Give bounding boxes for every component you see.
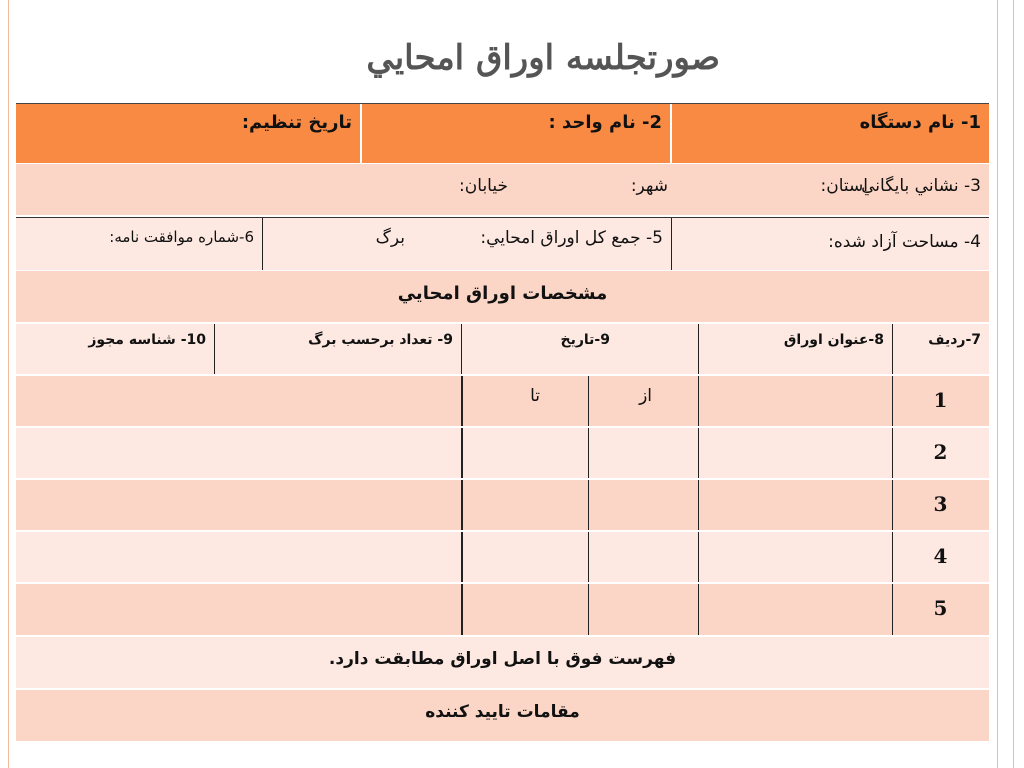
address-row bbox=[16, 164, 989, 217]
col-sheet-count: 9- تعداد برحسب برگ bbox=[214, 324, 462, 374]
row-number: 1 bbox=[933, 388, 948, 412]
permit-cell bbox=[16, 376, 214, 426]
col-subject: 8-عنوان اوراق bbox=[698, 324, 893, 374]
section-title-row bbox=[16, 271, 989, 324]
agreement-number-label: 6-شماره موافقت نامه: bbox=[109, 228, 254, 246]
subject-cell bbox=[698, 480, 893, 530]
table-row bbox=[16, 428, 989, 480]
date-from-cell bbox=[588, 584, 698, 635]
date-to-cell bbox=[462, 480, 589, 530]
date-to-cell bbox=[462, 428, 589, 478]
subject-cell bbox=[698, 584, 893, 635]
approvers-row bbox=[16, 690, 989, 741]
sheet-unit-label: برگ bbox=[375, 228, 405, 248]
agreement-number-cell bbox=[16, 218, 262, 270]
table-row bbox=[16, 584, 989, 637]
total-sheets-label: 5- جمع كل اوراق امحايي: bbox=[480, 228, 663, 248]
decor-line-right-outer bbox=[1013, 0, 1014, 768]
freed-area-label: 4- مساحت آزاد شده: bbox=[828, 232, 981, 252]
count-cell bbox=[214, 480, 462, 530]
subject-cell bbox=[698, 376, 893, 426]
unit-name-label: 2- نام واحد : bbox=[548, 112, 662, 133]
row-number: 5 bbox=[933, 596, 948, 620]
section-title: مشخصات اوراق امحايي bbox=[397, 283, 608, 304]
subject-cell bbox=[698, 428, 893, 478]
header-row bbox=[16, 103, 989, 165]
decor-line-left bbox=[8, 0, 9, 768]
col-date-label: 9-تاريخ bbox=[560, 332, 610, 348]
date-to-cell bbox=[462, 376, 589, 426]
count-cell bbox=[214, 532, 462, 582]
decor-line-right bbox=[997, 0, 998, 768]
permit-cell bbox=[16, 428, 214, 478]
date-from-cell bbox=[588, 532, 698, 582]
col-row-number: 7-رديف bbox=[928, 332, 981, 348]
table-row bbox=[16, 480, 989, 532]
approvers-label: مقامات تاييد كننده bbox=[425, 702, 580, 722]
freed-area-cell bbox=[672, 218, 989, 270]
total-sheets-cell bbox=[262, 218, 672, 270]
table-row bbox=[16, 532, 989, 584]
column-header-row bbox=[16, 324, 989, 376]
info-row bbox=[16, 217, 989, 272]
row-number: 2 bbox=[933, 440, 948, 464]
org-name-label: 1- نام دستگاه bbox=[859, 112, 981, 133]
org-name-cell bbox=[672, 104, 989, 163]
city-label: شهر: bbox=[630, 176, 668, 196]
subject-cell bbox=[698, 532, 893, 582]
permit-cell bbox=[16, 532, 214, 582]
col-date bbox=[462, 324, 698, 374]
archive-address-label: 3- نشاني بايگاني bbox=[861, 176, 981, 196]
date-to-cell bbox=[462, 584, 589, 635]
count-cell bbox=[214, 584, 462, 635]
issue-date-cell bbox=[16, 104, 360, 163]
street-label: خيابان: bbox=[459, 176, 508, 196]
col-permit-id: 10- شناسه مجوز bbox=[88, 332, 206, 348]
confirmation-note: فهرست فوق با اصل اوراق مطابقت دارد. bbox=[328, 649, 677, 669]
unit-name-cell bbox=[360, 104, 672, 163]
page-title: صورتجلسه اوراق امحايي bbox=[366, 38, 720, 78]
date-to-cell bbox=[462, 532, 589, 582]
permit-cell bbox=[16, 584, 214, 635]
date-to-label: تا bbox=[530, 386, 540, 406]
confirmation-row bbox=[16, 637, 989, 690]
date-from-label: از bbox=[639, 386, 652, 406]
count-cell bbox=[214, 428, 462, 478]
date-from-cell bbox=[588, 480, 698, 530]
count-cell bbox=[214, 376, 462, 426]
date-from-cell bbox=[588, 428, 698, 478]
table-row bbox=[16, 376, 989, 428]
province-label: استان: bbox=[820, 176, 868, 196]
date-from-cell bbox=[588, 376, 698, 426]
row-number: 3 bbox=[933, 492, 948, 516]
permit-cell bbox=[16, 480, 214, 530]
issue-date-label: تاريخ تنظيم: bbox=[241, 112, 352, 133]
row-number: 4 bbox=[933, 544, 948, 568]
